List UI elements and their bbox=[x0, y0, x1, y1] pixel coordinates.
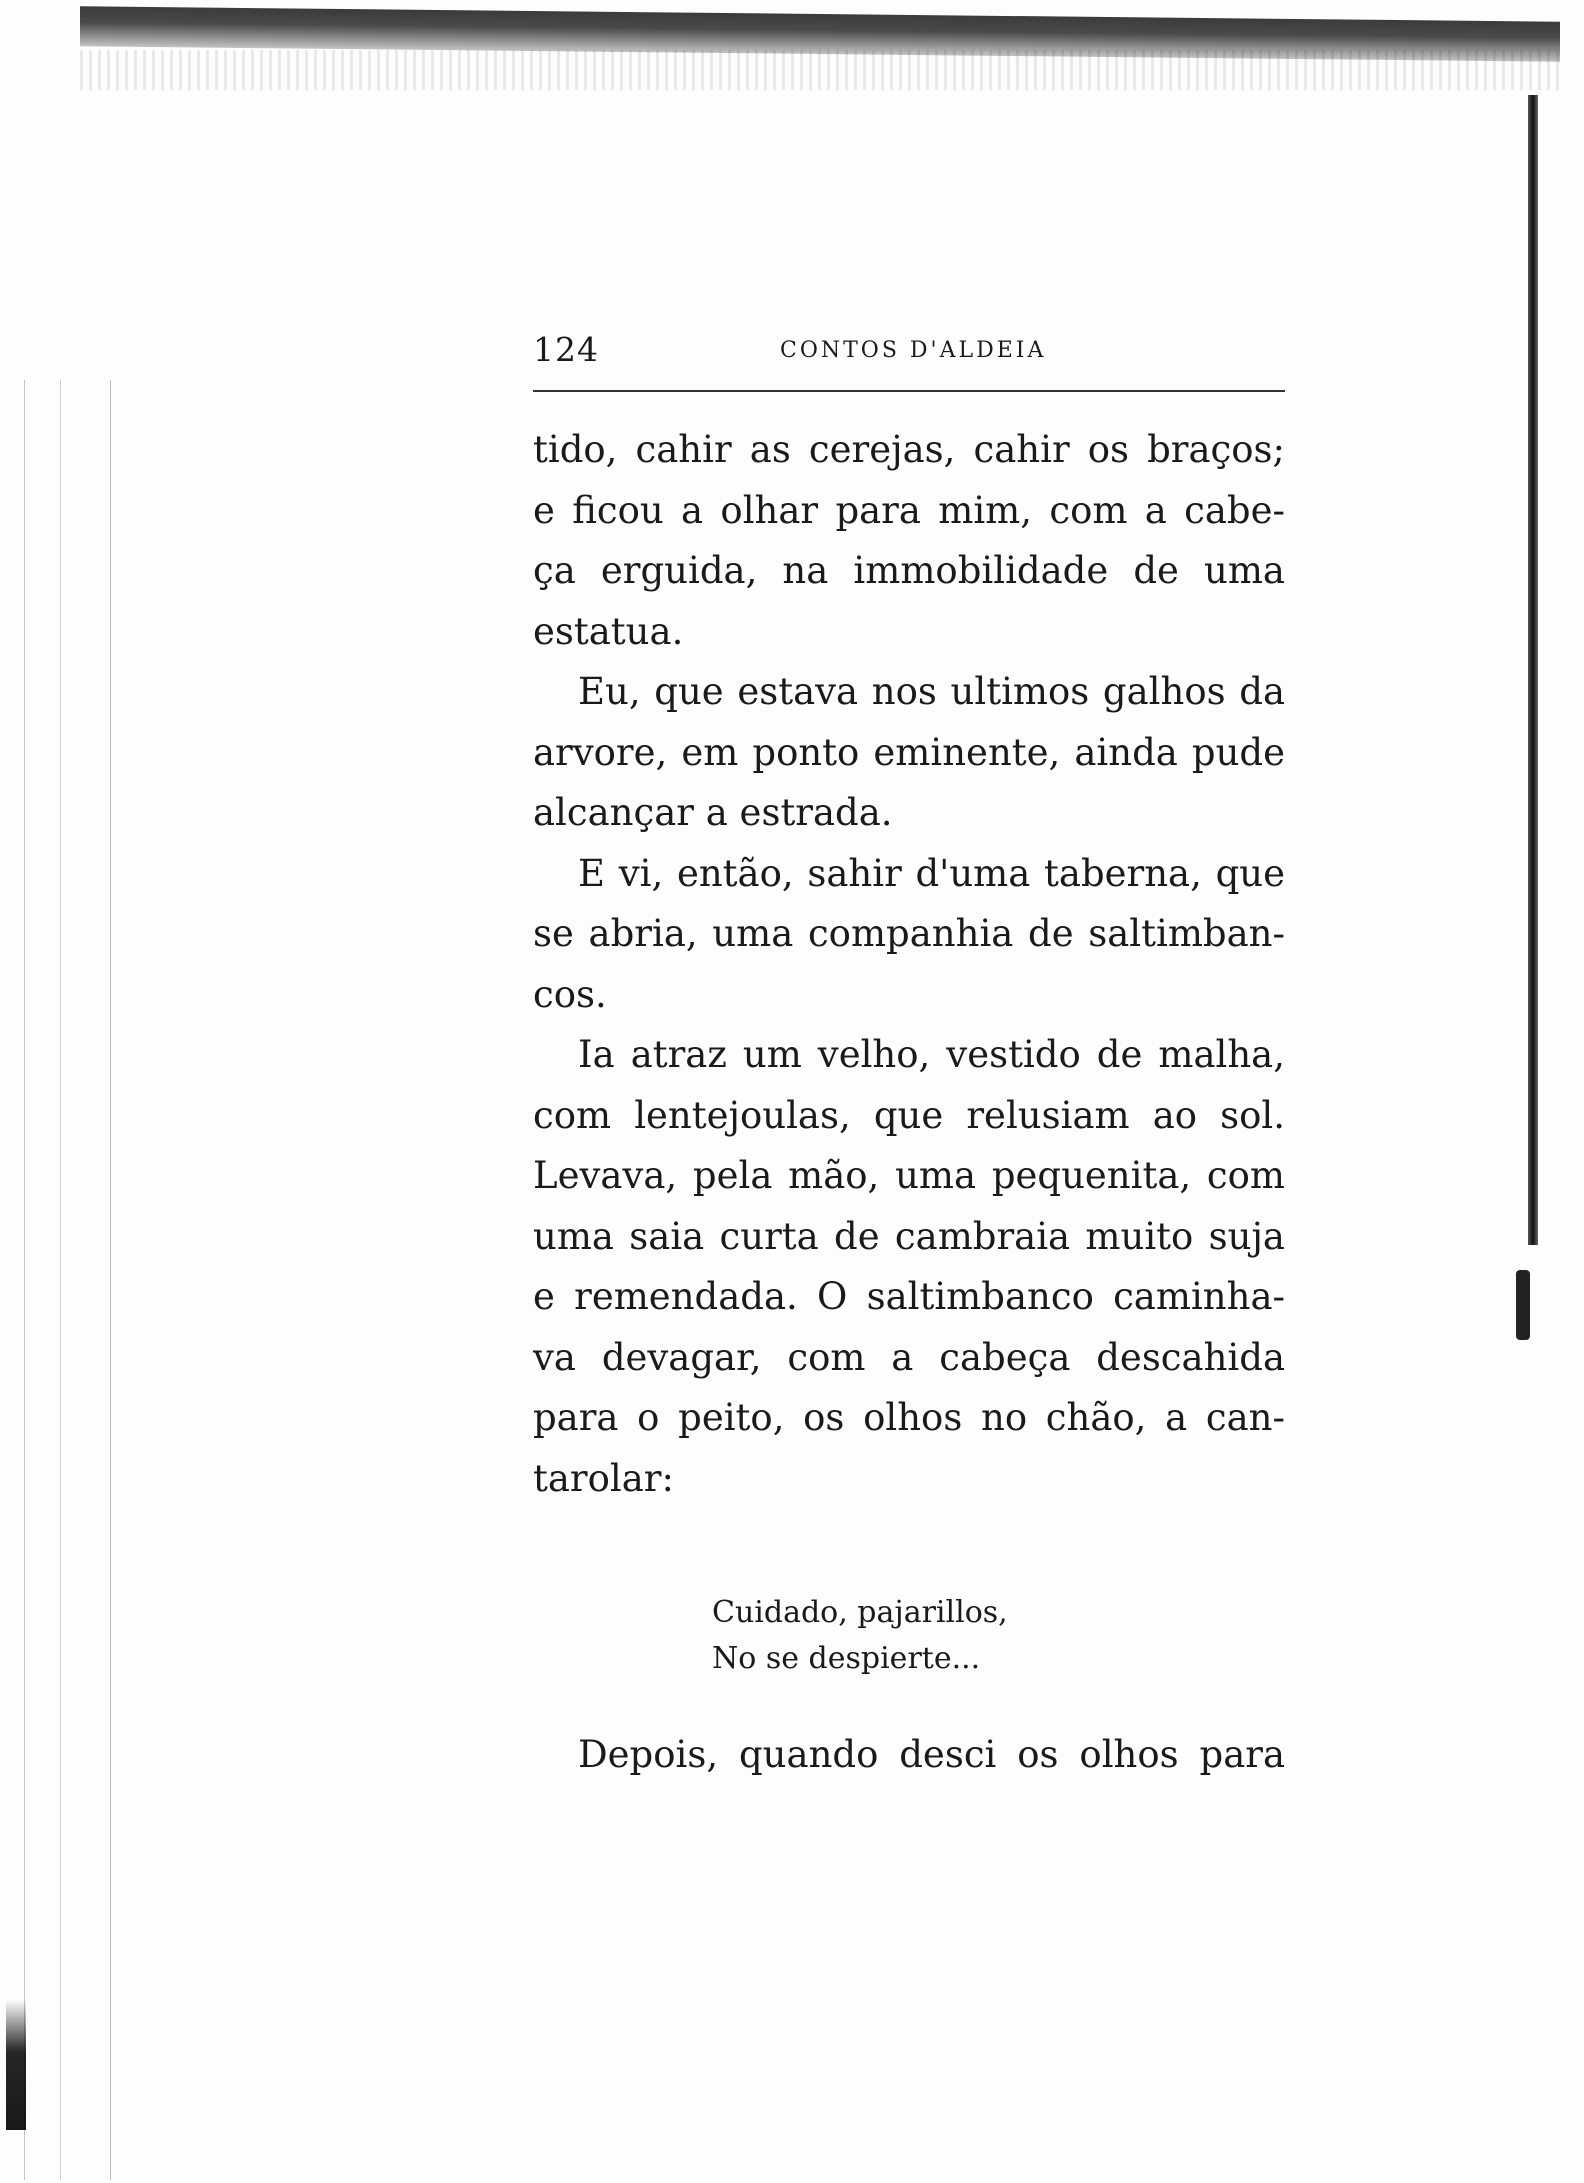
text-line: e ficou a olhar para mim, com a cabe- bbox=[533, 488, 1285, 532]
text-line: ça erguida, na immobilidade de uma bbox=[533, 549, 1285, 592]
verse-line: No se despierte... bbox=[712, 1641, 981, 1676]
paragraph-start: Ia atraz um velho, vestido de malha, bbox=[578, 1033, 1285, 1076]
text-line: alcançar a estrada. bbox=[533, 791, 893, 834]
text-line: e remendada. O saltimbanco caminha- bbox=[533, 1275, 1285, 1318]
running-title: CONTOS D'ALDEIA bbox=[780, 338, 1047, 363]
body-text bbox=[533, 420, 1285, 1509]
text-line: tarolar: bbox=[533, 1456, 674, 1500]
text-line: se abria, uma companhia de saltimban- bbox=[533, 912, 1285, 955]
text-line: va devagar, com a cabeça descahida bbox=[533, 1335, 1285, 1379]
scan-margin-left bbox=[0, 380, 130, 2180]
text-line: uma saia curta de cambraia muito suja bbox=[533, 1214, 1285, 1258]
scan-edge-right bbox=[1528, 95, 1538, 1245]
text-line: com lentejoulas, que relusiam ao sol. bbox=[533, 1093, 1285, 1137]
text-line: Levava, pela mão, uma pequenita, com bbox=[533, 1154, 1285, 1197]
verse-quote bbox=[712, 1590, 1008, 1682]
final-paragraph bbox=[533, 1725, 1285, 1786]
text-line: cos. bbox=[533, 972, 607, 1016]
scan-edge-notch bbox=[1516, 1270, 1530, 1340]
paragraph-start: E vi, então, sahir d'uma taberna, que bbox=[578, 851, 1285, 895]
text-line: tido, cahir as cerejas, cahir os braços; bbox=[533, 428, 1285, 471]
paragraph-start: Eu, que estava nos ultimos galhos da bbox=[578, 670, 1285, 713]
header-rule bbox=[533, 390, 1285, 392]
scan-noise-top bbox=[80, 50, 1560, 90]
text-line: estatua. bbox=[533, 609, 684, 653]
scan-blot-left bbox=[6, 2000, 26, 2130]
running-header bbox=[533, 330, 1285, 386]
text-line: para o peito, os olhos no chão, a can- bbox=[533, 1396, 1285, 1439]
page-number: 124 bbox=[533, 330, 599, 369]
text-line: arvore, em ponto eminente, ainda pude bbox=[533, 730, 1285, 774]
paragraph-start: Depois, quando desci os olhos para bbox=[578, 1733, 1285, 1776]
verse-line: Cuidado, pajarillos, bbox=[712, 1595, 1008, 1630]
